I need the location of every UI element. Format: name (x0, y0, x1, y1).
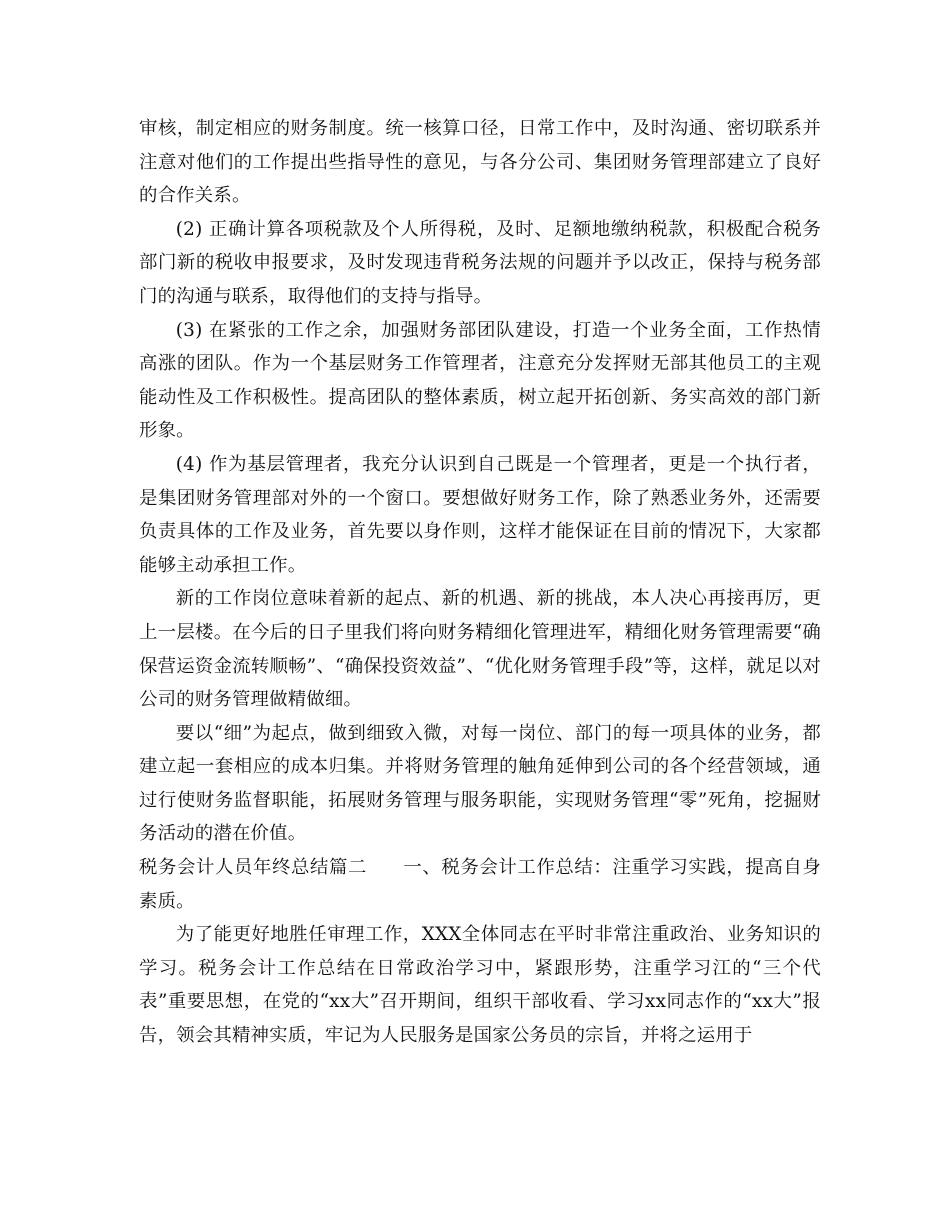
paragraph-0: 审核，制定相应的财务制度。统一核算口径，日常工作中，及时沟通、密切联系并注意对他们的工作提出些指导性的意见，与各分公司、集团财务管理部建立了良好的合作关系。 (139, 118, 821, 207)
paragraph-3: (4) 作为基层管理者，我充分认识到自己既是一个管理者，更是一个执行者，是集团财务管理部对外的一个窗口。要想做好财务工作，除了熟悉业务外，还需要负责具体的工作及业务，首先要以身作则，这样才能保证在目前的情况下，大家都能够主动承担工作。 (139, 453, 821, 576)
paragraph-4: 新的工作岗位意味着新的起点、新的机遇、新的挑战，本人决心再接再厉，更上一层楼。在今后的日子里我们将向财务精细化管理进军，精细化财务管理需要“确保营运资金流转顺畅”、“确保投资效益”、“优化财务管理手段”等，这样，就足以对公司的财务管理做精做细。 (139, 588, 821, 711)
section-title: 税务会计人员年终总结篇二 (139, 857, 367, 879)
paragraph-2: (3) 在紧张的工作之余，加强财务部团队建设，打造一个业务全面，工作热情高涨的团队。作为一个基层财务工作管理者，注意充分发挥财无部其他员工的主观能动性及工作积极性。提高团队的整体素质，树立起开拓创新、务实高效的部门新形象。 (139, 319, 821, 442)
paragraph-6: 为了能更好地胜任审理工作，XXX全体同志在平时非常注重政治、业务知识的学习。税务会计工作总结在日常政治学习中，紧跟形势，注重学习江的“三个代表”重要思想，在党的“xx大”召开期间，组织干部收看、学习xx同志作的“xx大”报告，领会其精神实质，牢记为人民服务是国家公务员的宗旨，并将之运用于 (139, 924, 821, 1047)
document-body (139, 112, 821, 1053)
section-heading (139, 851, 821, 918)
section-subtitle: 一、税务会计工作总结：注重学习实践，提高自身素质。 (139, 857, 821, 912)
paragraph-5: 要以“细”为起点，做到细致入微，对每一岗位、部门的每一项具体的业务，都建立起一套相应的成本归集。并将财务管理的触角延伸到公司的各个经营领域，通过行使财务监督职能，拓展财务管理与服务职能，实现财务管理“零”死角，挖掘财务活动的潜在价值。 (139, 722, 821, 845)
paragraph-1: (2) 正确计算各项税款及个人所得税，及时、足额地缴纳税款，积极配合税务部门新的税收申报要求，及时发现违背税务法规的问题并予以改正，保持与税务部门的沟通与联系，取得他们的支持与指导。 (139, 218, 821, 307)
